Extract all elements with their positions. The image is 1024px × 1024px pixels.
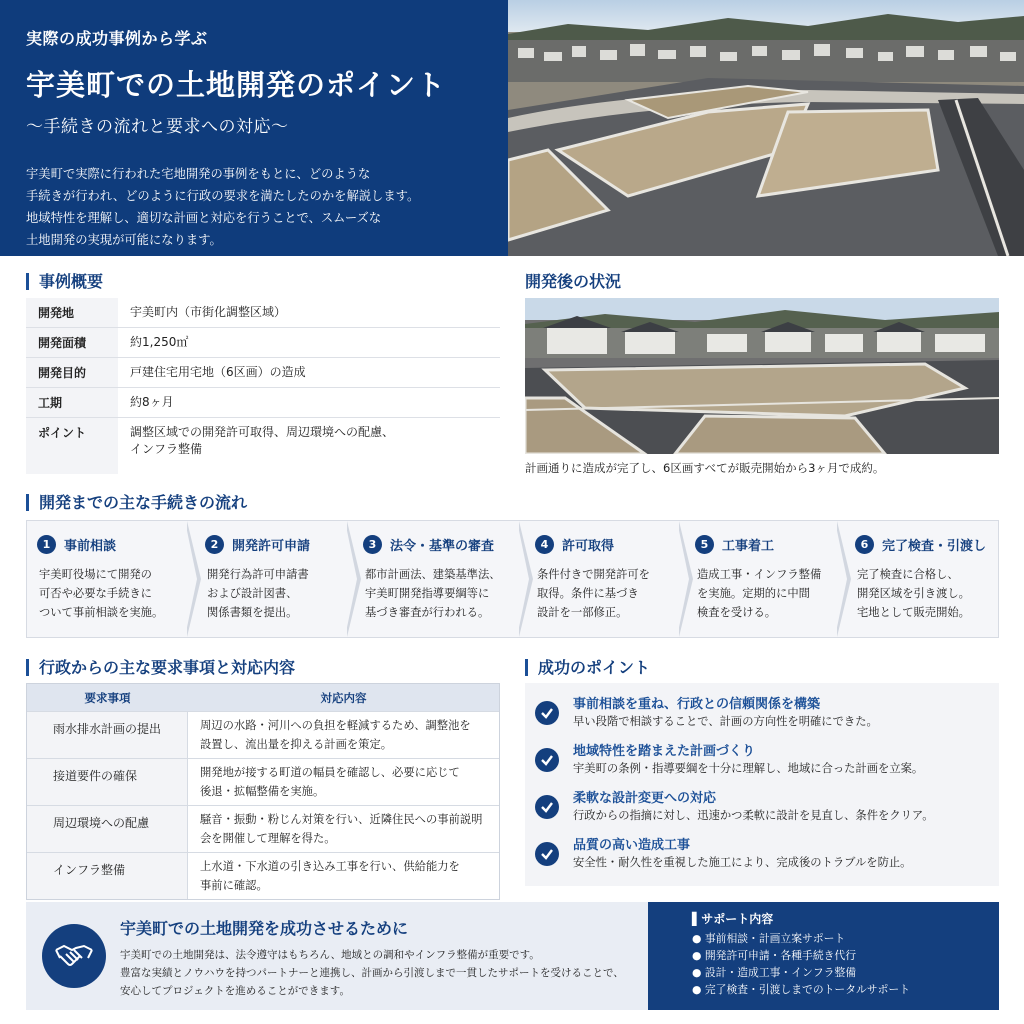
table-header: 要求事項 対応内容 [27,684,499,711]
footer-title: 宇美町での土地開発を成功させるために [120,919,409,938]
hero-subtitle: 実際の成功事例から学ぶ [26,29,208,48]
check-icon [535,842,559,866]
hero-text-panel [0,0,508,256]
table-row: 開発地 宇美町内（市街化調整区域） [26,298,500,328]
step-number: 5 [695,535,714,554]
overview-table [26,298,500,474]
step-number: 2 [205,535,224,554]
flow-heading: 開発までの主な手続きの流れ [26,494,247,511]
handshake-icon [42,924,106,988]
requirements-table [26,683,500,900]
flow-step-3: 3 法令・基準の審査 都市計画法、建築基準法、 宇美町開発指導要綱等に 基づき審査が行われる。 [353,521,523,637]
step-number: 3 [363,535,382,554]
table-row: 開発目的 戸建住宅用宅地（6区画）の造成 [26,358,500,388]
flow-step-6: 6 完了検査・引渡し 完了検査に合格し、 開発区域を引き渡し。 宅地として販売開始。 [845,521,999,637]
table-row: 開発面積 約1,250㎡ [26,328,500,358]
footer-banner [26,902,999,1010]
overview-heading: 事例概要 [26,273,103,290]
step-number: 4 [535,535,554,554]
footer-text: 宇美町での土地開発は、法令遵守はもちろん、地域との調和やインフラ整備が重要です。 豊富な実績とノウハウを持つパートナーと連携し、計画から引渡しまで一貫したサポートを受けることで、 安心してプロジェクトを進めることができます。 [120,949,624,997]
step-number: 1 [37,535,56,554]
after-caption: 計画通りに造成が完了し、6区画すべてが販売開始から3ヶ月で成約。 [525,461,885,475]
hero-description: 宇美町で実際に行われた宅地開発の事例をもとに、どのような 手続きが行われ、どのように行政の要求を満たしたのかを解説します。 地域特性を理解し、適切な計画と対応を行うことで、スムーズな 土地開発の実現が可能になります。 [26,167,420,247]
table-row: 周辺環境への配慮 騒音・振動・粉じん対策を行い、近隣住民への事前説明 会を開催して理解を得た。 [27,805,499,852]
hero-banner [0,0,1024,256]
table-row: 雨水排水計画の提出 周辺の水路・河川への負担を軽減するため、調整池を 設置し、流出量を抑える計画を策定。 [27,711,499,758]
success-points-panel: 事前相談を重ね、行政との信頼関係を構築 早い段階で相談することで、計画の方向性を明確にできた。 地域特性を踏まえた計画づくり 宇美町の条例・指導要綱を十分に理解し、地域に合った計画を立案。 柔軟な設計変更への対応 行政からの指摘に対し、迅速かつ柔軟に設計を見直し、条件をクリア。 品質の高い造成工事 安全性・耐久性を重視した施工により、完成後のトラブルを防止。 [525,683,999,886]
support-item: ● 事前相談・計画立案サポート [692,932,846,945]
table-row: 工期 約8ヶ月 [26,388,500,418]
table-row: 接道要件の確保 開発地が接する町道の幅員を確認し、必要に応じて 後退・拡幅整備を実施。 [27,758,499,805]
step-number: 6 [855,535,874,554]
support-title: ▌サポート内容 [692,912,774,926]
requirements-heading: 行政からの主な要求事項と対応内容 [26,659,295,676]
check-icon [535,701,559,725]
support-item: ● 開発許可申請・各種手続き代行 [692,949,857,962]
page-title: 宇美町での土地開発のポイント [26,68,447,102]
aerial-development-photo [508,0,1024,256]
check-icon [535,748,559,772]
support-box [648,902,999,1010]
table-row: ポイント 調整区域での開発許可取得、周辺環境への配慮、 インフラ整備 [26,418,500,474]
flow-step-2: 2 開発許可申請 開発行為許可申請書 および設計図書、 関係書類を提出。 [195,521,347,637]
table-row: インフラ整備 上水道・下水道の引き込み工事を行い、供給能力を 事前に確認。 [27,852,499,899]
flow-step-5: 5 工事着工 造成工事・インフラ整備 を実施。定期的に中間 検査を受ける。 [685,521,841,637]
success-heading: 成功のポイント [525,659,650,676]
support-item: ● 完了検査・引渡しまでのトータルサポート [692,983,910,996]
hero-tagline: 〜手続きの流れと要求への対応〜 [26,117,289,137]
support-item: ● 設計・造成工事・インフラ整備 [692,966,857,979]
procedure-flow [26,520,999,638]
flow-step-1: 1 事前相談 宇美町役場にて開発の 可否や必要な手続きに ついて事前相談を実施。 [27,521,187,637]
flow-step-4: 4 許可取得 条件付きで開発許可を 取得。条件に基づき 設計を一部修正。 [525,521,683,637]
check-icon [535,795,559,819]
after-development-photo [525,298,999,454]
after-heading: 開発後の状況 [525,272,622,291]
